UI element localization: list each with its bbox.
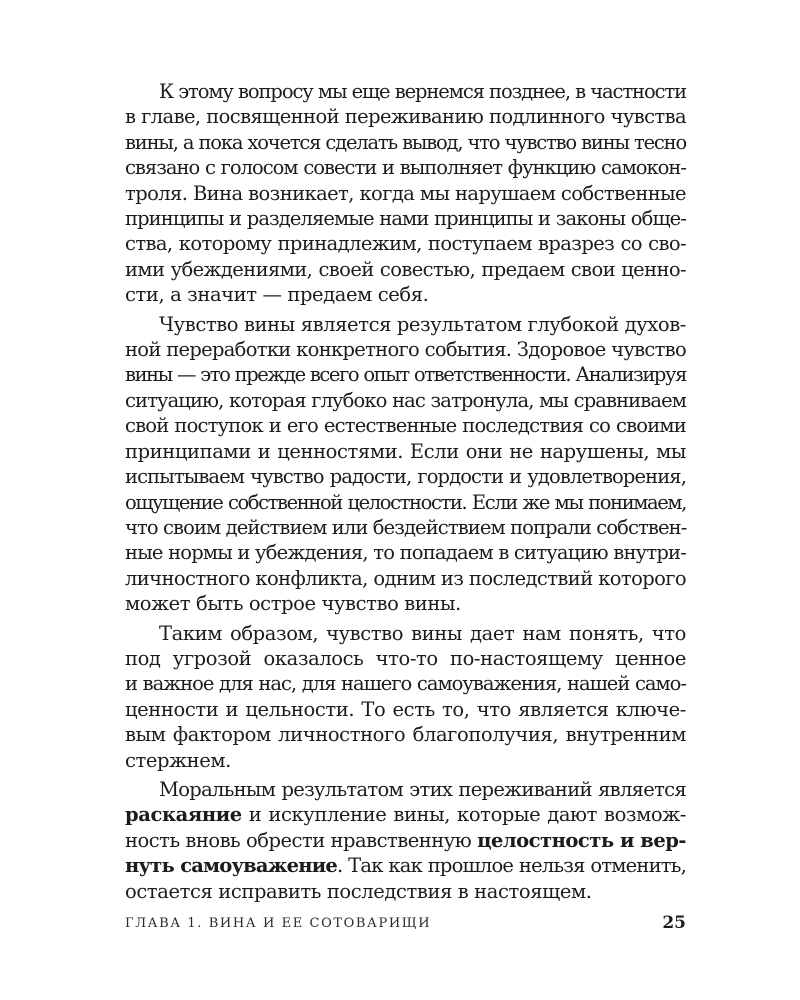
text-line: под угрозой оказалось что-то по-настоящему ценное bbox=[125, 646, 686, 670]
text-line: может быть острое чувство вины. bbox=[125, 592, 461, 616]
text-line: ситуацию, которая глубоко нас затронула, мы сравниваем bbox=[125, 388, 686, 412]
text-line: ства, которому принадлежим, поступаем вразрез со сво- bbox=[125, 232, 686, 256]
text-line: ценности и цельности. То есть то, что является ключе- bbox=[125, 697, 686, 721]
text-line: К этому вопросу мы еще вернемся позднее, в частности bbox=[159, 80, 686, 103]
bold-term: целостность и вер- bbox=[477, 828, 686, 852]
page-number: 25 bbox=[662, 913, 686, 933]
text-line: остается исправить последствия в настоящем. bbox=[125, 879, 592, 903]
text-line: Таким образом, чувство вины дает нам понять, что bbox=[159, 621, 686, 645]
text-line bbox=[125, 853, 686, 878]
text-line: Моральным результатом этих переживаний является bbox=[159, 777, 686, 801]
text-line: и важное для нас, для нашего самоуважения, нашей само- bbox=[125, 672, 686, 696]
text-line: троля. Вина возникает, когда мы нарушаем собственные bbox=[125, 181, 686, 205]
paragraph-2 bbox=[125, 312, 686, 617]
text-line: Чувство вины является результатом глубокой духов- bbox=[159, 312, 686, 336]
text-segment: и искупление вины, которые дают возмож- bbox=[241, 803, 686, 827]
paragraph-1 bbox=[125, 79, 686, 308]
text-line: вым фактором личностного благополучия, внутренним bbox=[125, 723, 686, 747]
text-segment: . Так как прошлое нельзя отменить, bbox=[337, 854, 686, 878]
text-line: ими убеждениями, своей совестью, предаем свои ценно- bbox=[125, 257, 686, 281]
text-line: связано с голосом совести и выполняет функцию самокон- bbox=[125, 156, 686, 180]
text-line: вины — это прежде всего опыт ответственности. Анализируя bbox=[125, 363, 686, 387]
text-line: принципами и ценностями. Если они не нарушены, мы bbox=[125, 439, 686, 463]
text-line: что своим действием или бездействием попрали собствен- bbox=[125, 515, 687, 539]
text-line: личностного конфликта, одним из последствий которого bbox=[125, 566, 687, 590]
paragraph-4 bbox=[125, 777, 686, 904]
text-line: свой поступок и его естественные последствия со своими bbox=[125, 414, 686, 438]
paragraph-3 bbox=[125, 621, 686, 773]
running-head: ГЛАВА 1. ВИНА И ЕЕ СОТОВАРИЩИ bbox=[125, 916, 432, 931]
text-line: ной переработки конкретного события. Здоровое чувство bbox=[125, 338, 686, 362]
text-line bbox=[125, 802, 686, 827]
bold-term: раскаяние bbox=[125, 803, 242, 827]
text-line: ные нормы и убеждения, то попадаем в ситуацию внутри- bbox=[125, 541, 686, 565]
text-line: стержнем. bbox=[125, 748, 231, 772]
text-line: сти, а значит — предаем себя. bbox=[125, 283, 429, 307]
text-line bbox=[125, 828, 686, 853]
bold-term: нуть самоуважение bbox=[125, 854, 337, 878]
text-line: испытываем чувство радости, гордости и удовлетворения, bbox=[125, 465, 686, 489]
text-line: вины, а пока хочется сделать вывод, что чувство вины тесно bbox=[125, 130, 686, 154]
body-text bbox=[125, 79, 686, 908]
text-line: принципы и разделяемые нами принципы и законы обще- bbox=[125, 207, 686, 231]
page-footer bbox=[125, 913, 686, 937]
text-line: ощущение собственной целостности. Если же мы понимаем, bbox=[125, 490, 686, 514]
text-line: в главе, посвященной переживанию подлинного чувства bbox=[125, 105, 686, 129]
text-segment: ность вновь обрести нравственную bbox=[125, 828, 478, 852]
